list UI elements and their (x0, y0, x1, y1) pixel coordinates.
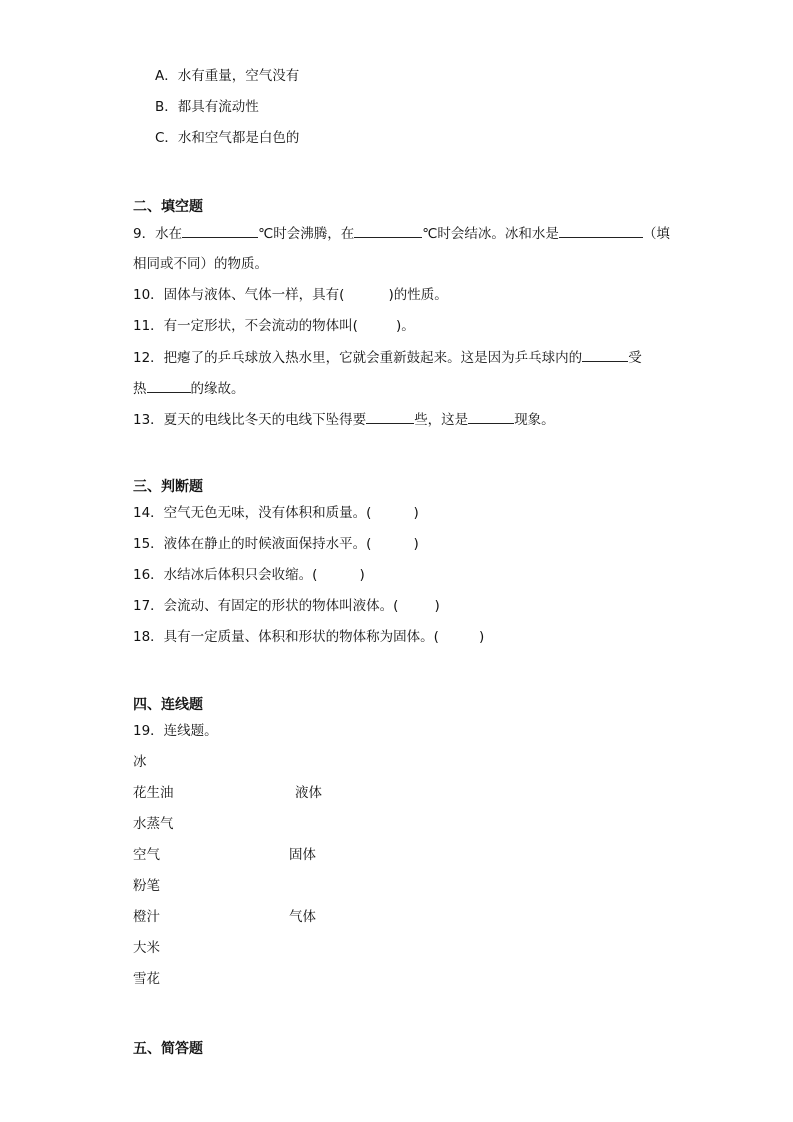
question-13-text: 些，这是 (414, 412, 469, 428)
match-left-item[interactable]: 冰 (133, 754, 147, 770)
question-12-text: 受 (628, 350, 642, 366)
question-14-text: ) (413, 505, 419, 521)
question-16-text: ) (359, 567, 365, 583)
question-13-text: 现象。 (514, 412, 555, 428)
match-left-item[interactable]: 粉笔 (133, 878, 160, 894)
question-12-text: 12．把瘪了的乒乓球放入热水里，它就会重新鼓起来。这是因为乒乓球内的 (133, 350, 583, 366)
question-12-line2 (133, 378, 245, 399)
blank-boil-temp[interactable] (182, 223, 258, 238)
match-right-item[interactable]: 气体 (289, 909, 316, 925)
blank-freeze-temp[interactable] (354, 223, 422, 238)
question-9-text: ℃时会结冰。冰和水是 (422, 226, 559, 242)
match-left-item[interactable]: 水蒸气 (133, 816, 174, 832)
section-5-title: 五、简答题 (133, 1041, 203, 1057)
question-12-line1 (133, 347, 642, 368)
option-b[interactable]: B．都具有流动性 (155, 99, 259, 115)
blank-phenomenon[interactable] (468, 409, 514, 424)
blank-heat-effect[interactable] (147, 378, 191, 393)
question-12-text: 热 (133, 381, 147, 397)
question-17-text: 17．会流动、有固定的形状的物体叫液体。( (133, 598, 399, 614)
question-15-text: 15．液体在静止的时候液面保持水平。( (133, 536, 372, 552)
match-left-item[interactable]: 大米 (133, 940, 160, 956)
option-c[interactable]: C．水和空气都是白色的 (155, 130, 300, 146)
section-2-title: 二、填空题 (133, 199, 203, 215)
question-9-line1 (133, 223, 670, 244)
question-15-text: ) (413, 536, 419, 552)
question-9-text: ℃时会沸腾，在 (258, 226, 355, 242)
question-16-text: 16．水结冰后体积只会收缩。( (133, 567, 318, 583)
question-9-line2: 相同或不同）的物质。 (133, 256, 268, 272)
question-13-text: 13．夏天的电线比冬天的电线下坠得要 (133, 412, 367, 428)
question-15 (133, 534, 419, 554)
match-right-item[interactable]: 固体 (289, 847, 316, 863)
question-12-text: 的缘故。 (190, 381, 245, 397)
blank-ball-contents[interactable] (582, 347, 628, 362)
question-9-text: 9．水在 (133, 226, 183, 242)
question-18-text: 18．具有一定质量、体积和形状的物体称为固体。( (133, 629, 439, 645)
blank-same-different[interactable] (559, 223, 643, 238)
match-left-item[interactable]: 橙汁 (133, 909, 160, 925)
question-18 (133, 627, 484, 647)
question-11 (133, 316, 415, 336)
question-10 (133, 285, 448, 305)
question-9-text: （填 (642, 226, 670, 242)
option-a[interactable]: A．水有重量，空气没有 (155, 68, 300, 84)
section-4-title: 四、连线题 (133, 697, 203, 713)
question-19: 19．连线题。 (133, 723, 218, 739)
blank-wire-sag[interactable] (366, 409, 414, 424)
question-10-text: 10．固体与液体、气体一样，具有( (133, 287, 345, 303)
question-10-text: )的性质。 (388, 287, 448, 303)
question-18-text: ) (478, 629, 485, 645)
question-17-text: ) (434, 598, 440, 614)
section-3-title: 三、判断题 (133, 479, 203, 495)
question-11-text: )。 (395, 318, 415, 334)
question-16 (133, 565, 365, 585)
match-right-item[interactable]: 液体 (295, 785, 322, 801)
question-13 (133, 409, 555, 430)
question-11-text: 11．有一定形状，不会流动的物体叫( (133, 318, 358, 334)
match-left-item[interactable]: 雪花 (133, 971, 160, 987)
question-14-text: 14．空气无色无味，没有体积和质量。( (133, 505, 372, 521)
question-17 (133, 596, 440, 616)
match-left-item[interactable]: 空气 (133, 847, 160, 863)
match-left-item[interactable]: 花生油 (133, 785, 174, 801)
question-14 (133, 503, 419, 523)
